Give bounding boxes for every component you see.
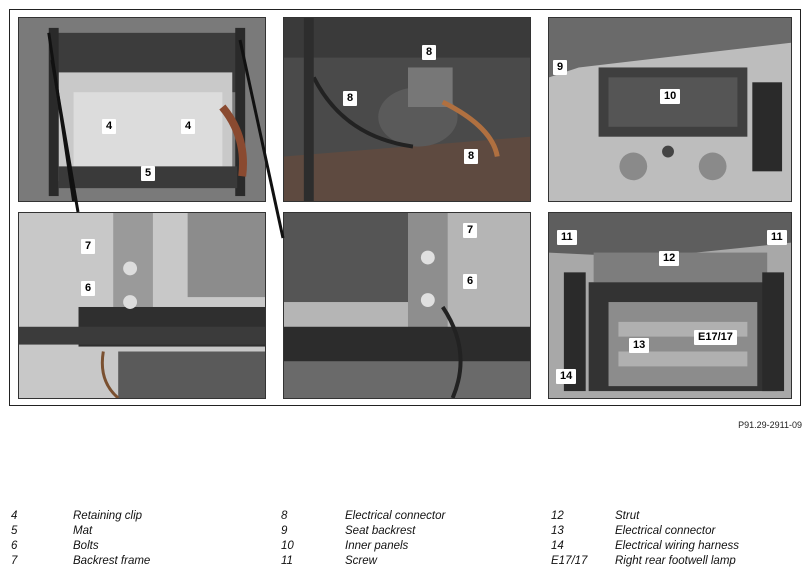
legend-number: 14 [551, 540, 564, 552]
callout-6: 6 [81, 281, 95, 296]
callout-4: 4 [181, 119, 195, 134]
photo-bottom-middle [283, 212, 531, 399]
photo-top-left [18, 17, 266, 202]
legend-description: Strut [615, 510, 640, 522]
legend-description: Mat [73, 525, 93, 537]
legend-row [281, 554, 541, 569]
photo-top-middle [283, 17, 531, 202]
photo-bottom-left [18, 212, 266, 399]
callout-11: 11 [557, 230, 577, 245]
legend-description: Backrest frame [73, 555, 151, 567]
legend-row [11, 554, 271, 569]
callout-5: 5 [141, 166, 155, 181]
legend-description: Seat backrest [345, 525, 416, 537]
legend-number: 11 [281, 555, 293, 567]
legend-description: Electrical connector [615, 525, 716, 537]
callout-13: 13 [629, 338, 649, 353]
callout-8: 8 [464, 149, 478, 164]
legend-column-2 [281, 509, 541, 569]
legend-description: Screw [345, 555, 377, 567]
callout-14: 14 [556, 369, 576, 384]
legend-row [551, 539, 806, 554]
legend-number: E17/17 [551, 555, 588, 567]
callout-4: 4 [102, 119, 116, 134]
legend-number: 5 [11, 525, 18, 537]
legend-row [551, 509, 806, 524]
legend-column-3 [551, 509, 806, 569]
legend-number: 13 [551, 525, 564, 537]
legend-row [281, 509, 541, 524]
photo-bottom-right [548, 212, 792, 399]
legend-number: 8 [281, 510, 288, 522]
legend-row [11, 524, 271, 539]
legend-row [551, 524, 806, 539]
legend-description: Bolts [73, 540, 99, 552]
legend-row [11, 509, 271, 524]
callout-9: 9 [553, 60, 567, 75]
legend-row [551, 554, 806, 569]
legend-number: 4 [11, 510, 18, 522]
legend-row [11, 539, 271, 554]
legend-column-1 [11, 509, 271, 569]
legend-number: 12 [551, 510, 564, 522]
callout-6: 6 [463, 274, 477, 289]
legend-description: Right rear footwell lamp [615, 555, 736, 567]
callout-7: 7 [463, 223, 477, 238]
legend-row [281, 524, 541, 539]
callout-10: 10 [660, 89, 680, 104]
figure-id: P91.29-2911-09 [738, 420, 802, 430]
legend-number: 9 [281, 525, 288, 537]
legend-number: 10 [281, 540, 294, 552]
legend-description: Inner panels [345, 540, 409, 552]
legend-row [281, 539, 541, 554]
callout-7: 7 [81, 239, 95, 254]
callout-8: 8 [343, 91, 357, 106]
legend-description: Electrical connector [345, 510, 446, 522]
legend-number: 6 [11, 540, 18, 552]
callout-8: 8 [422, 45, 436, 60]
legend-description: Retaining clip [73, 510, 143, 522]
callout-11: 11 [767, 230, 787, 245]
legend-number: 7 [11, 555, 18, 567]
legend-description: Electrical wiring harness [615, 540, 739, 552]
callout-e17-17: E17/17 [694, 330, 737, 345]
callout-12: 12 [659, 251, 679, 266]
photo-top-right [548, 17, 792, 202]
